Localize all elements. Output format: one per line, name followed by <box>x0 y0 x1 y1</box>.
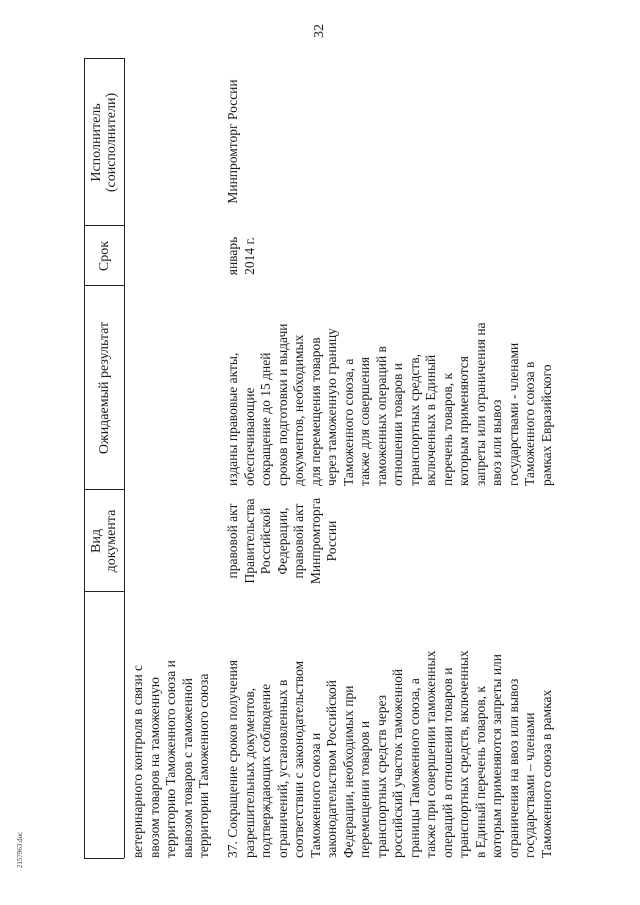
footer-doc-code: 2157963.doc <box>16 831 25 869</box>
page-number: 32 <box>312 24 327 38</box>
row1-measure: ветеринарного контроля в связи с ввозом товаров на таможенную территорию Таможенного союза и вывозом товаров с таможенной территории Таможенного союза <box>130 660 211 858</box>
row2-expected-result: изданы правовые акты, обеспечивающие сокращение до 15 дней сроков подготовки и выдачи документов, необходимых для перемещения товаров через таможенную границу Таможенного союза, а также для совершения таможенных операций в отношении товаров и транспортных средств, включенных в Единый перечень товаров, к которым применяются запреты или ограничения на ввоз или вывоз государствами - членами Таможенного союза в рамках Евразийского <box>225 322 554 486</box>
header-expected-result: Ожидаемый результат <box>96 321 112 455</box>
row2-measure: 37. Сокращение сроков получения разрешительных документов, подтверждающих соблюдение ограничений, установленных в соответствии с законодательством Таможенного союза и законодательством Российской Федерации, необходимых при перемещении товаров и транспортных средств через российский участок таможенной границы Таможенного союза, а также при совершении таможенных операций в отношении товаров и транспортных средств, включенных в Единый перечень товаров, к которым применяются запреты или ограничения на ввоз или вывоз государствами – членами Таможенного союза в рамках <box>225 650 554 858</box>
col-sep-0 <box>84 858 124 859</box>
header-deadline: Срок <box>96 240 112 272</box>
header-doc-type: Вид документа <box>89 509 119 573</box>
header-bottom-rule <box>124 58 125 858</box>
row2-executor: Минпромторг России <box>225 79 240 204</box>
row2-deadline: январь 2014 г. <box>225 236 257 276</box>
measures-table <box>84 58 584 858</box>
header-executor: Исполнитель (соисполнители) <box>89 92 119 193</box>
row2-doc-type: правовой акт Правительства Российской Федерации, правовой акт Минпромторга России <box>225 497 339 585</box>
header-measure <box>84 592 124 858</box>
